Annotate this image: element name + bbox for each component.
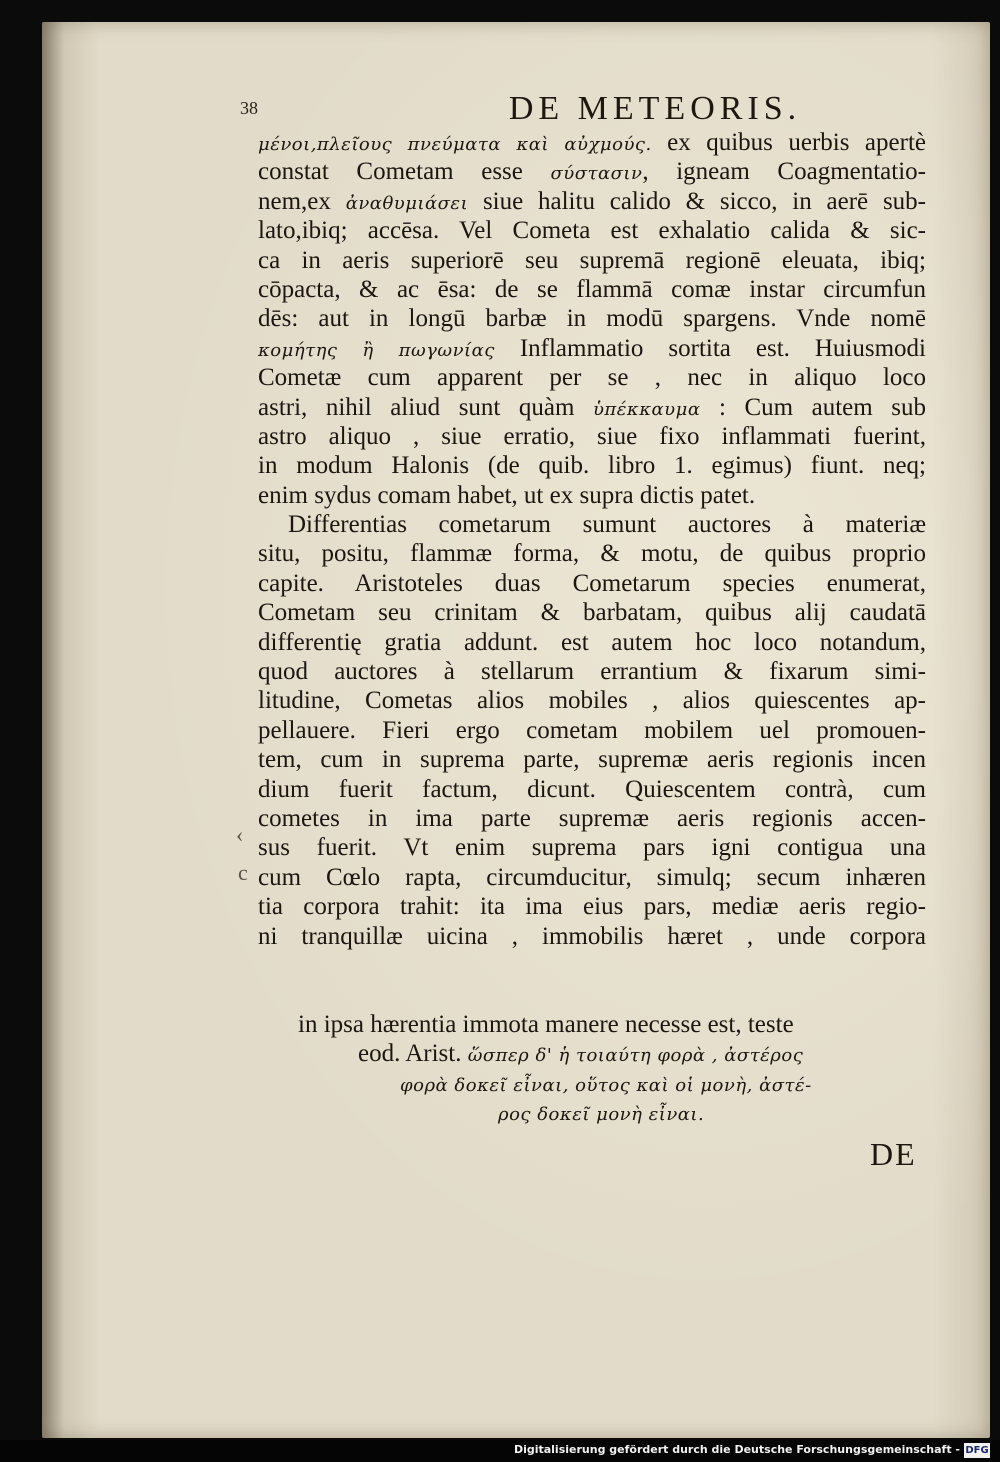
catchword: DE xyxy=(870,1136,917,1172)
text-line xyxy=(258,422,926,451)
greek-text: σύστασιν xyxy=(550,163,643,185)
latin-text: enim sydus comam habet, ut ex supra dictis patet. xyxy=(258,481,756,509)
latin-text: : Cum autem sub xyxy=(700,393,926,421)
text-line xyxy=(258,481,926,510)
text-line xyxy=(258,275,926,304)
text-line xyxy=(258,1098,926,1127)
greek-text: κομήτης ἢ πωγωνίας xyxy=(258,339,495,361)
latin-text: differentię gratia addunt. est autem hoc loco notandum, xyxy=(258,628,926,656)
latin-text: tem, cum in suprema parte, supremæ aeris regionis incen xyxy=(258,746,926,774)
text-line xyxy=(258,775,926,804)
greek-text: ρος δοκεῖ μονὴ εἶναι. xyxy=(498,1104,705,1126)
text-line xyxy=(258,686,926,715)
latin-text: siue halitu calido & sicco, in aerē sub- xyxy=(468,187,926,215)
latin-text: litudine, Cometas alios mobiles , alios quiescentes ap- xyxy=(258,687,926,715)
text-line xyxy=(258,539,926,568)
latin-text: quod auctores à stellarum errantium & fixarum simi- xyxy=(258,658,926,686)
footer-bar xyxy=(0,1440,1000,1462)
latin-text: ex quibus uerbis apertè xyxy=(651,129,926,156)
latin-text: nem,ex xyxy=(258,187,346,215)
main-text-block xyxy=(258,128,926,951)
page-number: 38 xyxy=(240,98,258,118)
latin-text: Inflammatio sortita est. Huiusmodi xyxy=(494,334,927,362)
latin-text: capite. Aristoteles duas Cometarum species enumerat, xyxy=(258,569,926,597)
latin-text: astro aliquo , siue erratio, siue fixo inflammati fuerint, xyxy=(258,422,926,450)
text-line xyxy=(258,1069,926,1098)
latin-text: ni tranquillæ uicina , immobilis hæret , unde corpora xyxy=(258,922,926,950)
text-line xyxy=(258,451,926,480)
text-line xyxy=(258,363,926,392)
greek-text: ὥσπερ δ' ἡ τοιαύτη φορὰ , ἀστέρος xyxy=(467,1045,804,1067)
latin-text: Differentias cometarum sumunt auctores à materiæ xyxy=(288,511,926,539)
margin-mark: c xyxy=(238,860,248,885)
text-line xyxy=(258,157,926,186)
text-line xyxy=(258,1039,926,1068)
latin-text: , igneam Coagmentatio- xyxy=(642,158,926,186)
latin-text: situ, positu, flammæ forma, & motu, de quibus proprio xyxy=(258,540,926,568)
latin-text: tia corpora trahit: ita ima eius pars, mediæ aeris regio- xyxy=(258,893,926,921)
text-line xyxy=(258,393,926,422)
latin-text: lato,ibiq; accēsa. Vel Cometa est exhalatio calida & sic- xyxy=(258,217,926,245)
latin-text: constat Cometam esse xyxy=(258,158,551,186)
greek-text: φορὰ δοκεῖ εἶναι, οὕτος καὶ οἱ μονὴ, ἀστέ- xyxy=(400,1074,812,1096)
margin-mark: ‹ xyxy=(236,822,244,847)
greek-text: ὑπέκκαυμα xyxy=(592,398,701,420)
text-line xyxy=(258,304,926,333)
latin-text: sus fuerit. Vt enim suprema pars igni contigua una xyxy=(258,834,926,862)
text-line xyxy=(258,569,926,598)
text-line xyxy=(258,657,926,686)
text-line xyxy=(258,804,926,833)
latin-text: eod. Arist. xyxy=(358,1040,468,1068)
text-line xyxy=(258,863,926,892)
text-line xyxy=(258,716,926,745)
running-head: DE METEORIS. xyxy=(508,90,802,127)
text-line xyxy=(258,833,926,862)
text-line xyxy=(258,334,926,363)
text-line xyxy=(258,216,926,245)
text-line xyxy=(258,922,926,951)
text-line xyxy=(258,1010,926,1039)
latin-text: in modum Halonis (de quib. libro 1. egimus) fiunt. neq; xyxy=(258,452,926,480)
text-line xyxy=(258,745,926,774)
latin-text: Cometam seu crinitam & barbatam, quibus alij caudatā xyxy=(258,599,926,627)
text-line xyxy=(258,128,926,157)
page-spine-shadow xyxy=(42,22,64,1438)
latin-text: cum Cœlo rapta, circumducitur, simulq; secum inhæren xyxy=(258,863,926,891)
text-line xyxy=(258,598,926,627)
latin-text: dēs: aut in longū barbæ in modū spargens. Vnde nomē xyxy=(258,305,926,333)
latin-text: Cometæ cum apparent per se , nec in aliquo loco xyxy=(258,364,926,392)
latin-text: astri, nihil aliud sunt quàm xyxy=(258,393,593,421)
greek-text: μένοι,πλεῖους πνεύματα καὶ αὐχμούς. xyxy=(258,134,652,155)
text-line xyxy=(258,892,926,921)
text-line xyxy=(258,246,926,275)
footer-credit: Digitalisierung gefördert durch die Deutsche Forschungsgemeinschaft - xyxy=(513,1443,960,1456)
latin-text: dium fuerit factum, dicunt. Quiescentem contrà, cum xyxy=(258,775,926,803)
latin-text: pellauere. Fieri ergo cometam mobilem uel promouen- xyxy=(258,716,926,744)
text-line xyxy=(258,628,926,657)
text-line xyxy=(258,187,926,216)
latin-text: in ipsa hærentia immota manere necesse est, teste xyxy=(298,1011,794,1038)
latin-text: cometes in ima parte supremæ aeris regionis accen- xyxy=(258,804,926,832)
dfg-logo: DFG xyxy=(965,1445,989,1456)
text-line xyxy=(258,510,926,539)
greek-text: ἀναθυμιάσει xyxy=(345,192,469,214)
latin-text: ca in aeris superiorē seu supremā regionē eleuata, ibiq; xyxy=(258,246,926,274)
greek-quote-block xyxy=(258,1010,926,1128)
latin-text: cōpacta, & ac ēsa: de se flammā comæ instar circumfun xyxy=(258,275,926,303)
